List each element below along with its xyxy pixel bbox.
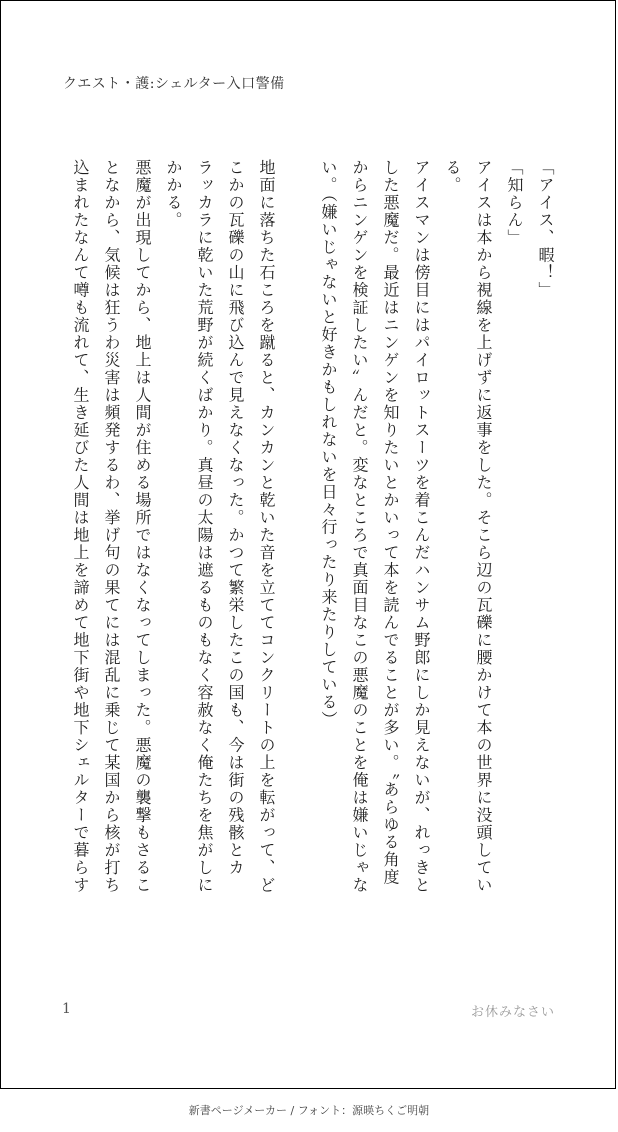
text-column: アイスマンは傍目にはパイロットスーツを着こんだハンサム野郎にしか見えないが、れっきと xyxy=(412,159,431,894)
text-column: 悪魔が出現してから、地上は人間が住める場所ではなくなってしまった。悪魔の襲撃もさるこ xyxy=(133,159,152,894)
text-column: ラッカラに乾いた荒野が続くばかり。真昼の太陽は遮るものもなく容赦なく俺たちを焦がしに xyxy=(195,159,214,894)
chapter-title-footer: お休みなさい xyxy=(470,1005,555,1020)
text-column: かかる。 xyxy=(164,159,183,229)
text-column: 「アイス、暇！」 xyxy=(536,159,555,299)
text-column: こかの瓦礫の山に飛び込んで見えなくなった。かつて繁栄したこの国も、今は街の残骸とカ xyxy=(226,159,245,877)
text-column: る。 xyxy=(443,159,462,194)
generator-credit: 新書ページメーカー / フォント：源暎ちくご明朝 xyxy=(188,1104,430,1117)
text-column: となから、気候は狂うわ災害は頻発するわ、挙げ句の果てには混乱に乗じて某国から核が打ち xyxy=(102,159,121,894)
text-column: い。（嫌いじゃないと好きかもしれないを日々行ったり来たりしている） xyxy=(319,159,338,729)
text-column: 込まれたなんて噂も流れて、生き延びた人間は地上を諦めて地下街や地下シェルターで暮らす xyxy=(71,159,90,894)
page-header-title: クエスト・護:シェルター入口警備 xyxy=(63,76,285,92)
vertical-text-area xyxy=(61,159,561,919)
text-column: アイスは本から視線を上げずに返事をした。そこら辺の瓦礫に腰かけて本の世界に没頭してい xyxy=(474,159,493,894)
text-column: 地面に落ちた石ころを蹴ると、カンカンと乾いた音を立ててコンクリートの上を転がって、ど xyxy=(257,159,276,894)
text-column: した悪魔だ。最近はニンゲンを知りたいとかいって本を読んでることが多い。〝あらゆる角度 xyxy=(381,159,400,886)
page-number: 1 xyxy=(62,1001,71,1017)
text-column: 「知らん」 xyxy=(505,159,524,247)
text-column: からニンゲンを検証したい〟んだと。変なところで真面目なこの悪魔のことを俺は嫌いじゃな xyxy=(350,159,369,894)
